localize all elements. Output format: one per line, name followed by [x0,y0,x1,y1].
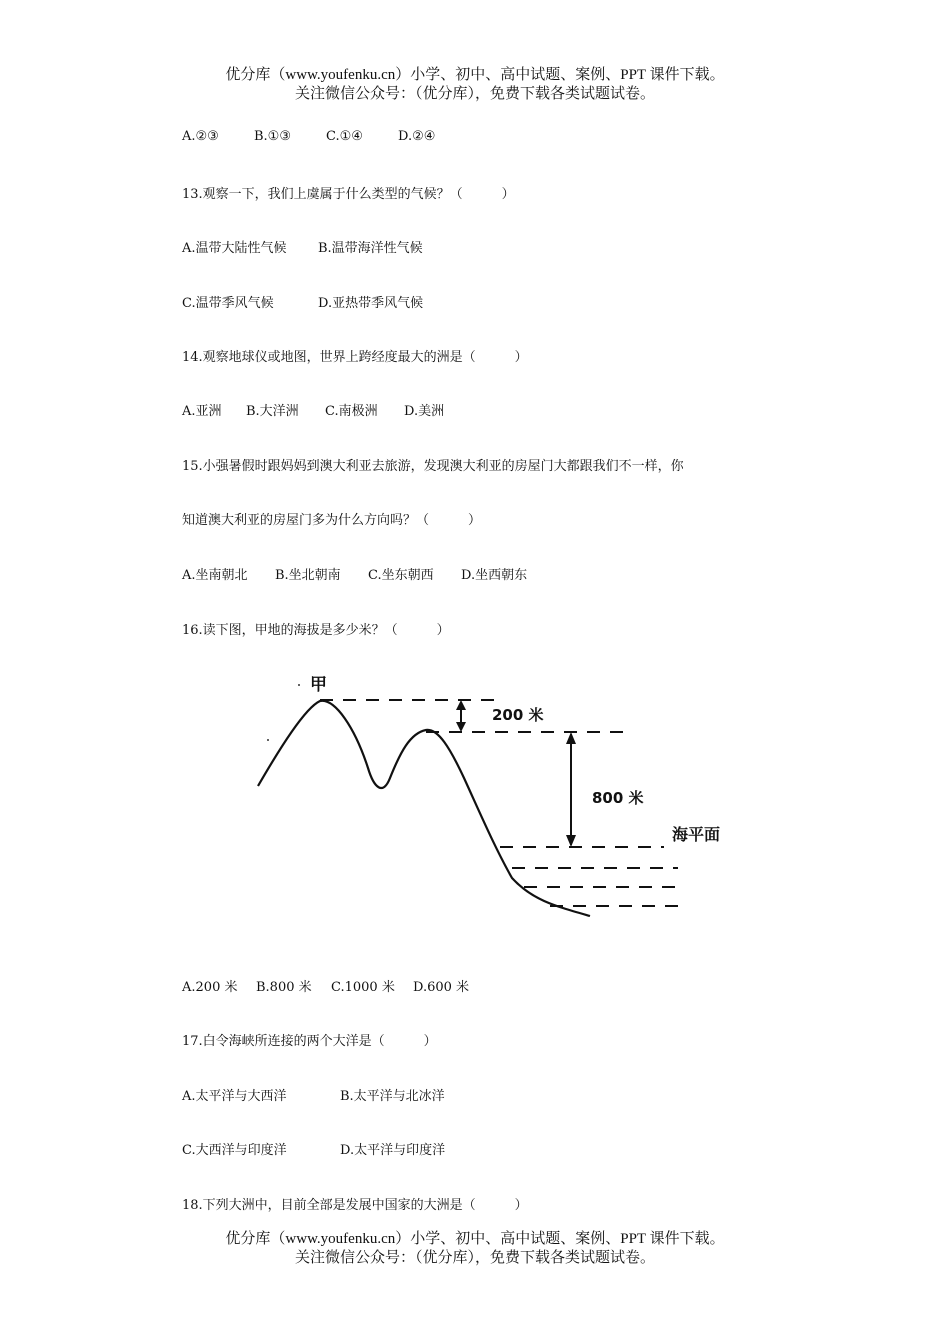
q15-option-b: B.坐北朝南 [275,568,341,583]
q13-question: 13.观察一下，我们上虞属于什么类型的气候？（ ） [182,187,515,202]
q14-option-d: D.美洲 [404,404,445,419]
q16-options [182,976,469,995]
q13-options-row-2 [182,292,423,311]
q18-question: 18.下列大洲中，目前全部是发展中国家的大洲是（ ） [182,1198,528,1213]
speck-dot [298,684,300,686]
arrow-200-head-up [456,700,466,710]
q13-options-row-1 [182,237,423,256]
peak-label-jia: 甲 [310,675,327,695]
q15-option-d: D.坐西朝东 [461,568,528,583]
q13-option-d: D.亚热带季风气候 [318,296,424,311]
q14-option-c: C.南极洲 [325,404,378,419]
q17-option-b: B.太平洋与北冰洋 [340,1089,445,1104]
arrow-800-head-up [566,732,576,744]
q16-option-d: D.600 米 [413,980,470,995]
q14-options [182,400,444,419]
q13-option-c: C.温带季风气候 [182,296,274,311]
footer-line-2: 关注微信公众号：（优分库），免费下载各类试题试卷。 [294,1250,655,1266]
q17-options-row-2 [182,1139,445,1158]
terrain-profile [258,701,590,916]
q15-question-line-1: 15.小强暑假时跟妈妈到澳大利亚去旅游，发现澳大利亚的房屋门大都跟我们不一样，你 [182,459,684,474]
q12-option-a: A.②③ [182,129,219,144]
arrow-800-head-down [566,835,576,847]
q16-option-c: C.1000 米 [331,980,395,995]
arrow-200-head-down [456,722,466,732]
label-200m: 200 米 [492,706,544,724]
elevation-diagram [250,668,750,928]
q15-option-c: C.坐东朝西 [368,568,434,583]
q16-option-a: A.200 米 [182,980,238,995]
q16-option-b: B.800 米 [256,980,312,995]
q12-option-d: D.②④ [398,129,436,144]
footer-line-1: 优分库（www.youfenku.cn）小学、初中、高中试题、案例、PPT 课件下载。 [225,1231,725,1247]
header-line-2: 关注微信公众号：（优分库），免费下载各类试题试卷。 [294,86,655,102]
q17-option-d: D.太平洋与印度洋 [340,1143,446,1158]
q12-option-c: C.①④ [326,129,363,144]
q15-options [182,564,527,583]
q17-option-a: A.太平洋与大西洋 [182,1089,287,1104]
q17-question: 17.白令海峡所连接的两个大洋是（ ） [182,1034,437,1049]
speck-dot [267,739,269,741]
q17-options-row-1 [182,1085,445,1104]
q15-question-line-2: 知道澳大利亚的房屋门多为什么方向吗？（ ） [182,513,482,528]
q12-option-b: B.①③ [254,129,291,144]
q13-option-a: A.温带大陆性气候 [182,241,287,256]
q14-option-a: A.亚洲 [182,404,222,419]
header-line-1: 优分库（www.youfenku.cn）小学、初中、高中试题、案例、PPT 课件下载。 [225,67,725,83]
q14-option-b: B.大洋洲 [246,404,299,419]
q17-option-c: C.大西洋与印度洋 [182,1143,287,1158]
q15-option-a: A.坐南朝北 [182,568,248,583]
q16-question: 16.读下图，甲地的海拔是多少米？（ ） [182,623,450,638]
q13-option-b: B.温带海洋性气候 [318,241,423,256]
label-sea-level: 海平面 [672,825,721,844]
label-800m: 800 米 [592,789,644,807]
q14-question: 14.观察地球仪或地图，世界上跨经度最大的洲是（ ） [182,350,528,365]
q12-options [182,129,435,144]
